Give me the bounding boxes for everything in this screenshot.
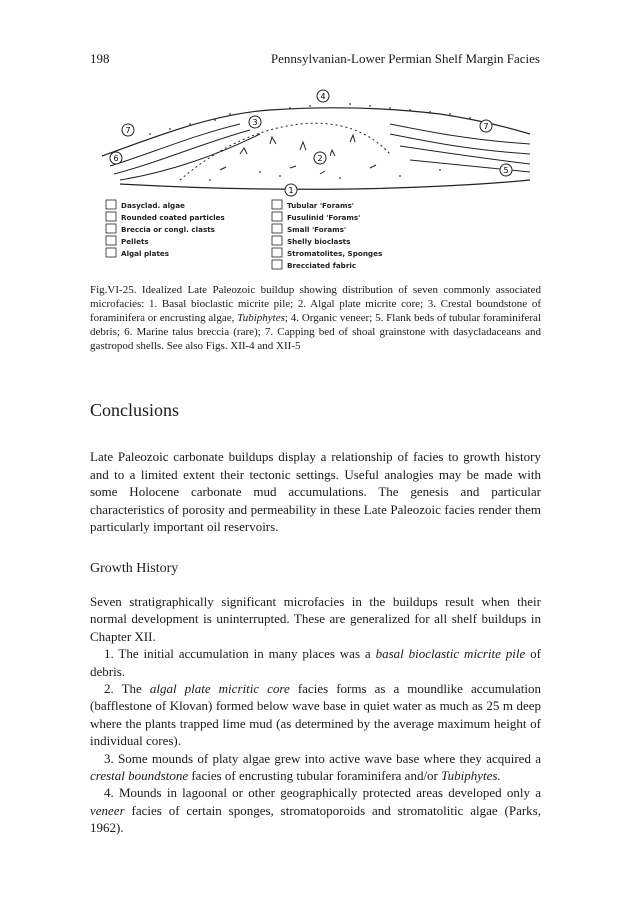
caption-text-end: ; 4. Organic veneer; 5. Flank beds of tubular foraminiferal debris; 6. Marine talus breccia (rare); 7. Capping bed of shoal grainstone with dasycladaceans and gastropod shells. See also Figs. XII-4 and XII-5 (90, 312, 542, 352)
legend-item-algal-plates (106, 248, 169, 258)
section-heading-conclusions: Conclusions (90, 400, 180, 420)
legend-left (106, 200, 225, 258)
legend-item-small-forams (272, 224, 346, 234)
figure-buildup-diagram (90, 84, 540, 284)
running-head: Pennsylvanian-Lower Permian Shelf Margin Facies (270, 51, 540, 66)
legend-item-tubular-forams (272, 200, 354, 210)
legend-item-pellets (106, 236, 149, 246)
callout-label: 1 (288, 186, 294, 195)
callout-5 (500, 164, 512, 176)
caption-text: Fig.VI-25. Idealized Late Paleozoic buildup showing distribution of seven commonly associated microfacies: 1. Basal bioclastic micrite pile; 2. Algal plate micrite core; 3. Crestal boundstone of foraminifera or encrusting algae, (90, 284, 541, 324)
legend-label: Brecciated fabric (287, 261, 357, 270)
caption-italic: Tubiphytes (237, 312, 285, 324)
page-number: 198 (90, 51, 110, 66)
legend-item-brecciated-fabric (272, 260, 356, 270)
growth-paragraph-4 (90, 784, 541, 836)
legend-right (272, 200, 382, 270)
legend-label: Dasyclad. algae (121, 201, 185, 210)
callout-1 (285, 184, 297, 196)
callout-label: 2 (317, 154, 323, 163)
text: 3. Some mounds of platy algae grew into active wave base where they acquired a (104, 750, 541, 766)
legend-label: Algal plates (121, 249, 170, 258)
legend-label: Breccia or congl. clasts (121, 225, 215, 234)
callout-label: 4 (320, 92, 326, 101)
cross-section-drawing (102, 108, 530, 189)
text: 2. The (104, 681, 150, 697)
text: of debris. (90, 646, 541, 679)
growth-paragraph-1 (90, 645, 541, 680)
facies-callouts (110, 90, 512, 196)
conclusions-paragraph: Late Paleozoic carbonate buildups display a relationship of facies to growth history and to a limited extent their tectonic settings. Useful analogies may be made with some Holocene carbonate mud accumulations. The genesis and particular characteristics of porosity and permeability in these Late Paleozoic facies render them particularly important oil reservoirs. (90, 449, 541, 534)
legend-item-dasyclad (106, 200, 185, 210)
buildup-cross-section (90, 84, 540, 284)
term-crestal-boundstone: crestal boundstone (90, 768, 189, 784)
figure-caption (90, 283, 541, 353)
callout-label: 7 (125, 126, 131, 135)
legend-label: Tubular 'Forams' (287, 201, 354, 210)
legend-label: Stromatolites, Sponges (287, 249, 383, 258)
legend-item-fusulinid (272, 212, 360, 222)
legend-item-coated-particles (106, 212, 225, 222)
term-algal-core: algal plate micritic core (149, 681, 290, 697)
legend-label: Pellets (121, 237, 149, 246)
callout-7-right (480, 120, 492, 132)
growth-paragraph-3 (90, 750, 541, 785)
legend-label: Shelly bioclasts (287, 237, 351, 246)
text: facies of certain sponges, stromatoporoids and stromatolitic algae (Parks, 1962). (90, 802, 541, 836)
text: 1. The initial accumulation in many places was a (104, 646, 376, 662)
callout-label: 7 (483, 122, 489, 131)
term-veneer: veneer (90, 802, 125, 818)
legend-label: Fusulinid 'Forams' (287, 213, 361, 222)
term-tubiphytes: Tubiphytes. (441, 768, 501, 784)
legend-item-stromatolites (272, 248, 382, 258)
legend-label: Rounded coated particles (121, 213, 225, 222)
section-heading-growth-history: Growth History (90, 561, 179, 576)
callout-label: 6 (113, 154, 119, 163)
callout-3 (249, 116, 261, 128)
callout-2 (314, 152, 326, 164)
legend-label: Small 'Forams' (287, 225, 347, 234)
growth-history-body (90, 593, 541, 837)
callout-4 (317, 90, 329, 102)
text: 4. Mounds in lagoonal or other geographically protected areas developed only a (104, 785, 541, 801)
growth-paragraph-intro: Seven stratigraphically significant microfacies in the buildups result when their normal development is uninterrupted. These are generalized for all shelf buildups in Chapter XII. (90, 594, 541, 644)
text: facies forms as a moundlike accumulation (bafflestone of Klovan) formed below wave base in quiet water as much as 25 m deep where the plants trapped lime mud (as determined by the average maximum height of individual cores). (90, 681, 541, 749)
text: facies of encrusting tubular foraminifera and/or (188, 768, 442, 784)
legend (106, 200, 382, 270)
growth-paragraph-2 (90, 680, 541, 750)
callout-6 (110, 152, 122, 164)
callout-label: 5 (503, 166, 509, 175)
stipple-dots (149, 103, 491, 181)
legend-item-breccia (106, 224, 215, 234)
callout-7-left (122, 124, 134, 136)
callout-label: 3 (252, 118, 258, 127)
term-basal-pile: basal bioclastic micrite pile (375, 646, 526, 662)
legend-item-shelly-bioclasts (272, 236, 350, 246)
